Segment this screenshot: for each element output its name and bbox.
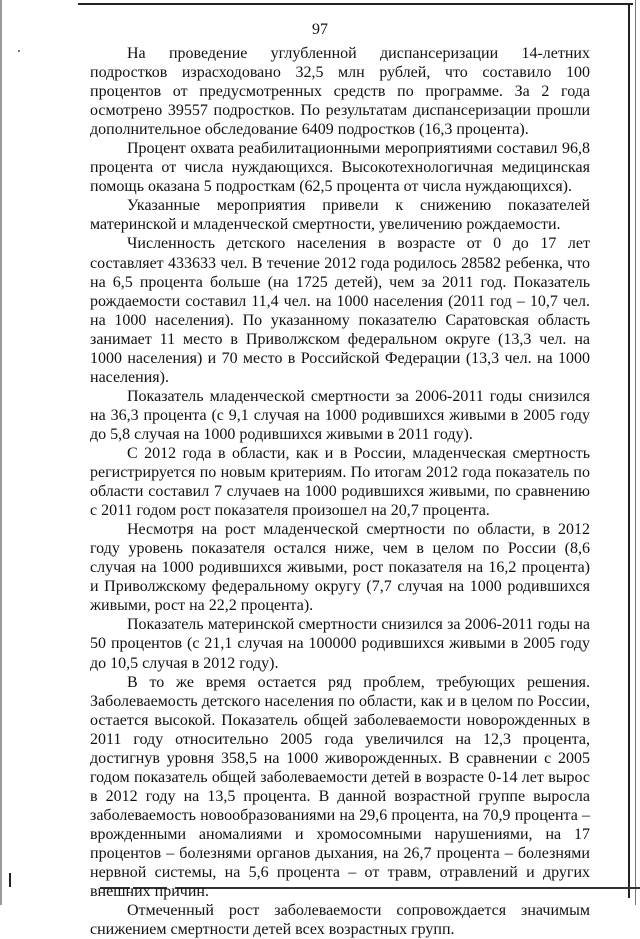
page-number: 97 (312, 21, 328, 38)
paragraph: На проведение углубленной диспансеризации 14-летних подростков израсходовано 32,5 млн рублей, что составило 100 процентов от предусмотренных средств по программе. За 2 года осмотрено 39557 подростков. По результатам диспансеризации прошли дополнительное обследование 6409 подростков (16,3 процента). (90, 45, 590, 139)
scan-edge-left (0, 0, 2, 905)
scan-speck (18, 50, 20, 52)
paragraph: Указанные мероприятия привели к снижению показателей материнской и младенческой смертности, увеличению рождаемости. (90, 197, 590, 234)
paragraph: Численность детского населения в возрасте от 0 до 17 лет составляет 433633 чел. В течение 2012 года родилось 28582 ребенка, что на 6,5 процента больше (на 1725 детей), чем за 2011 год. Показатель рождаемости составил 11,4 чел. на 1000 населения (2011 год – 10,7 чел. на 1000 населения). По указанному показателю Саратовская область занимает 11 место в Приволжском федеральном округе (13,3 чел. на 1000 населения) и 70 место в Российской Федерации (13,3 чел. на 1000 населения). (90, 235, 590, 386)
scan-edge-right-outer (635, 0, 636, 905)
scan-edge-right (628, 3, 630, 898)
scan-edge-top (78, 3, 633, 5)
paragraph: Несмотря на рост младенческой смертности по области, в 2012 году уровень показателя остался ниже, чем в целом по России (8,6 случая на 1000 родившихся живыми, рост показателя на 16,2 процента) и Приволжскому федеральному округу (7,7 случая на 1000 родившихся живыми, рост на 22,2 процента). (90, 521, 590, 615)
paragraph: Показатель материнской смертности снизился за 2006-2011 годы на 50 процентов (с 21,1 случая на 100000 родившихся живыми в 2005 году до 10,5 случая в 2012 году). (90, 616, 590, 672)
document-body (90, 44, 590, 939)
paragraph: Процент охвата реабилитационными мероприятиями составил 96,8 процента от числа нуждающихся. Высокотехнологичная медицинская помощь оказана 5 подросткам (62,5 процента от числа нуждающихся). (90, 140, 590, 196)
paragraph: Показатель младенческой смертности за 2006-2011 годы снизился на 36,3 процента (с 9,1 случая на 1000 родившихся живыми в 2005 году до 5,8 случая на 1000 родившихся живыми в 2011 году). (90, 387, 590, 443)
paragraph: Отмеченный рост заболеваемости сопровождается значимым снижением смертности детей всех возрастных групп. (90, 902, 590, 939)
scan-mark (9, 873, 11, 887)
paragraph: С 2012 года в области, как и в России, младенческая смертность регистрируется по новым критериям. По итогам 2012 года показатель по области составил 7 случаев на 1000 родившихся живыми, по сравнению с 2011 годом рост показателя произошел на 20,7 процента. (90, 444, 590, 520)
paragraph: В то же время остается ряд проблем, требующих решения. Заболеваемость детского населения по области, как и в целом по России, остается высокой. Показатель общей заболеваемости новорожденных в 2011 году относительно 2005 года увеличился на 12,3 процента, достигнув уровня 358,5 на 1000 живорожденных. В сравнении с 2005 годом показатель общей заболеваемости детей в возрасте 0-14 лет вырос в 2012 году на 13,5 процента. В данной возрастной группе выросла заболеваемость новообразованиями на 29,6 процента, на 70,9 процента – врожденными аномалиями и хромосомными нарушениями, на 17 процентов – болезнями органов дыхания, на 26,7 процента – болезнями нервной системы, на 5,6 процента – от травм, отравлений и других внешних причин. (90, 673, 590, 901)
